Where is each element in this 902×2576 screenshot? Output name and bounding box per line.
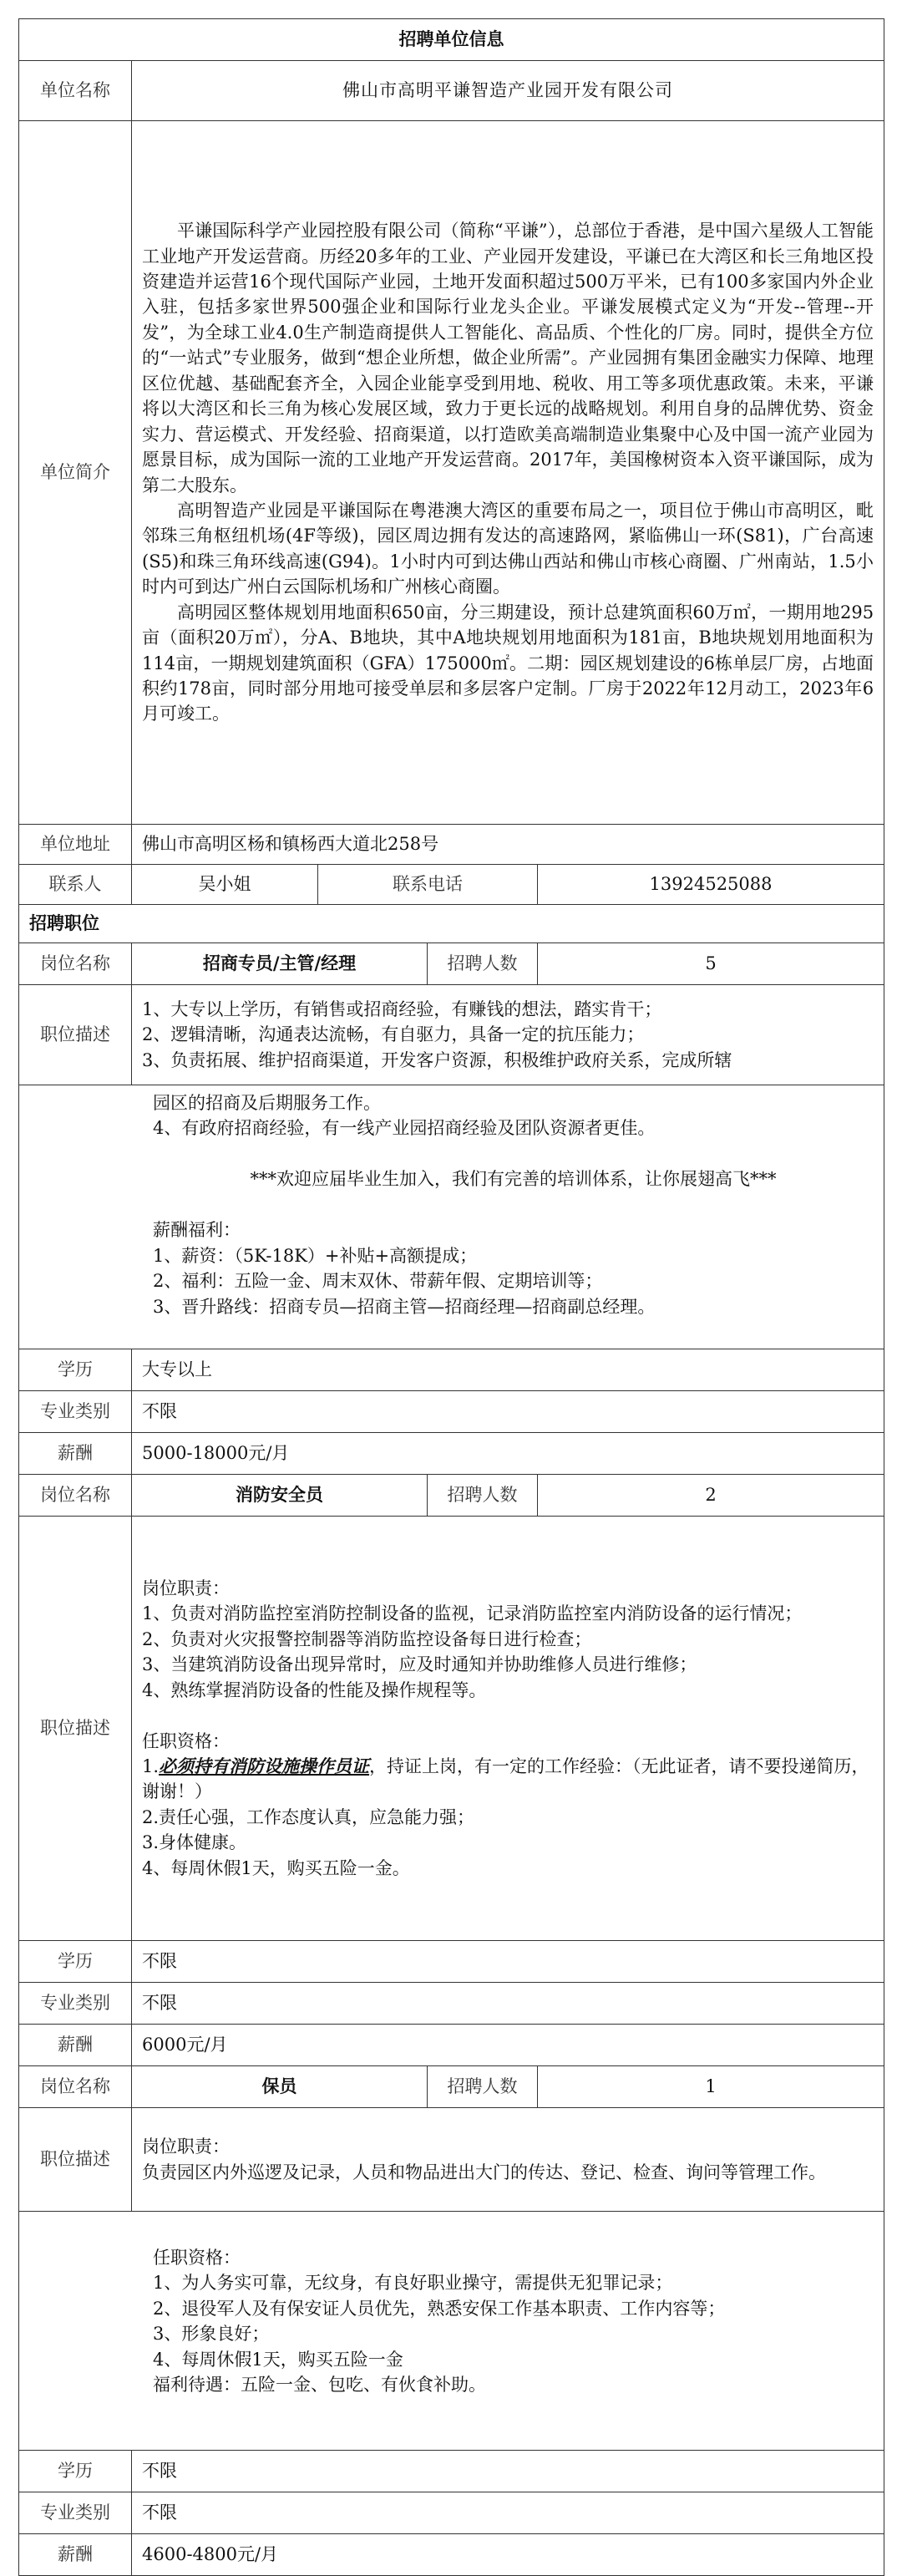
requirement-emphasis: 必须持有消防设施操作员证 bbox=[159, 1755, 370, 1776]
duty-item: 1、负责对消防监控室消防控制设备的监视，记录消防监控室内消防设备的运行情况； bbox=[142, 1603, 803, 1624]
position-label: 岗位名称 bbox=[19, 2066, 132, 2108]
requirement-item: 2.责任心强，工作态度认真，应急能力强； bbox=[142, 1806, 475, 1827]
company-name: 佛山市高明平谦智造产业园开发有限公司 bbox=[132, 61, 884, 121]
description-label: 职位描述 bbox=[19, 985, 132, 1085]
job-education: 大专以上 bbox=[132, 1349, 884, 1391]
job-title: 招商专员/主管/经理 bbox=[132, 943, 428, 985]
benefit-item: 1、薪资：（5K-18K）+补贴+高额提成； bbox=[153, 1245, 478, 1266]
welcome-note: ***欢迎应届毕业生加入，我们有完善的培训体系，让你展翅高飞*** bbox=[250, 1169, 777, 1190]
welfare-item: 福利待遇：五险一金、包吃、有伙食补助。 bbox=[153, 2375, 486, 2396]
job-title: 消防安全员 bbox=[132, 1475, 428, 1517]
job-description-continued bbox=[19, 1085, 884, 1349]
phone-label: 联系电话 bbox=[318, 865, 538, 905]
benefits-title: 薪酬福利： bbox=[153, 1220, 241, 1241]
duty-item: 2、负责对火灾报警控制器等消防监控设备每日进行检查； bbox=[142, 1628, 592, 1649]
company-intro-label: 单位简介 bbox=[19, 121, 132, 825]
education-label: 学历 bbox=[19, 2451, 132, 2492]
job-salary: 5000-18000元/月 bbox=[132, 1433, 884, 1475]
job-headcount: 1 bbox=[538, 2066, 884, 2108]
job-major: 不限 bbox=[132, 1391, 884, 1433]
salary-label: 薪酬 bbox=[19, 2025, 132, 2066]
requirements-title: 任职资格： bbox=[153, 2248, 241, 2268]
intro-paragraph: 高明智造产业园是平谦国际在粤港澳大湾区的重要布局之一，项目位于佛山市高明区，毗邻珠三角枢纽机场(4F等级)，园区周边拥有发达的高速路网，紧临佛山一环(S81)，广台高速(S5)和珠三角环线高速(G94)。1小时内可到达佛山西站和佛山市核心商圈、广州南站，1.5小时内可到达广州白云国际机场和广州核心商圈。 bbox=[142, 500, 874, 597]
recruitment-table bbox=[18, 18, 884, 2576]
job-major: 不限 bbox=[132, 2492, 884, 2534]
duty-item: 3、当建筑消防设备出现异常时，应及时通知并协助维修人员进行维修； bbox=[142, 1654, 697, 1675]
education-label: 学历 bbox=[19, 1941, 132, 1983]
requirement-item: 3、形象良好； bbox=[153, 2324, 270, 2345]
contact-label: 联系人 bbox=[19, 865, 132, 905]
salary-label: 薪酬 bbox=[19, 1433, 132, 1475]
requirement-item: 3.身体健康。 bbox=[142, 1832, 247, 1853]
company-intro bbox=[132, 121, 884, 825]
description-line: 园区的招商及后期服务工作。 bbox=[153, 1093, 381, 1113]
job-description bbox=[132, 2108, 884, 2212]
duties-title: 岗位职责： bbox=[142, 2137, 230, 2157]
company-address: 佛山市高明区杨和镇杨西大道北258号 bbox=[132, 825, 884, 865]
job-salary: 4600-4800元/月 bbox=[132, 2534, 884, 2576]
description-label: 职位描述 bbox=[19, 1517, 132, 1941]
job-education: 不限 bbox=[132, 2451, 884, 2492]
job-salary: 6000元/月 bbox=[132, 2025, 884, 2066]
headcount-label: 招聘人数 bbox=[428, 1475, 538, 1517]
description-line: 4、有政府招商经验，有一线产业园招商经验及团队资源者更佳。 bbox=[153, 1118, 656, 1139]
description-line: 2、逻辑清晰，沟通表达流畅，有自驱力，具备一定的抗压能力； bbox=[142, 1024, 645, 1045]
headcount-label: 招聘人数 bbox=[428, 2066, 538, 2108]
requirement-text: ，持证上岗，有一定的工作经验：（无此证者，请不要投递简历，谢谢！） bbox=[142, 1755, 869, 1802]
requirement-number: 1. bbox=[142, 1755, 160, 1776]
address-label: 单位地址 bbox=[19, 825, 132, 865]
job-headcount: 5 bbox=[538, 943, 884, 985]
salary-label: 薪酬 bbox=[19, 2534, 132, 2576]
benefit-item: 2、福利：五险一金、周末双休、带薪年假、定期培训等； bbox=[153, 1271, 603, 1292]
position-label: 岗位名称 bbox=[19, 943, 132, 985]
major-label: 专业类别 bbox=[19, 1983, 132, 2025]
description-label: 职位描述 bbox=[19, 2108, 132, 2212]
contact-phone: 13924525088 bbox=[538, 865, 884, 905]
section-title: 招聘职位 bbox=[19, 905, 884, 943]
intro-paragraph: 高明园区整体规划用地面积650亩，分三期建设，预计总建筑面积60万㎡，一期用地295亩（面积20万㎡），分A、B地块，其中A地块规划用地面积为181亩，B地块规划用地面积为114亩，一期规划建筑面积（GFA）175000㎡。二期：园区规划建设的6栋单层厂房，占地面积约178亩，同时部分用地可接受单层和多层客户定制。厂房于2022年12月动工，2023年6月可竣工。 bbox=[142, 602, 874, 724]
requirement-item: 2、退役军人及有保安证人员优先，熟悉安保工作基本职责、工作内容等； bbox=[153, 2298, 726, 2319]
duties-title: 岗位职责： bbox=[142, 1578, 230, 1598]
major-label: 专业类别 bbox=[19, 2492, 132, 2534]
requirement-item: 1、为人务实可靠，无纹身，有良好职业操守，需提供无犯罪记录； bbox=[153, 2273, 673, 2294]
table-title: 招聘单位信息 bbox=[19, 19, 884, 61]
major-label: 专业类别 bbox=[19, 1391, 132, 1433]
job-education: 不限 bbox=[132, 1941, 884, 1983]
job-major: 不限 bbox=[132, 1983, 884, 2025]
intro-paragraph: 平谦国际科学产业园控股有限公司（简称“平谦”），总部位于香港，是中国六星级人工智能工业地产开发运营商。历经20多年的工业、产业园开发建设，平谦已在大湾区和长三角地区投资建造并运营16个现代国际产业园，土地开发面积超过500万平米，已有100多家国内外企业入驻，包括多家世界500强企业和国际行业龙头企业。平谦发展模式定义为“开发--管理--开发”，为全球工业4.0生产制造商提供人工智能化、高品质、个性化的厂房。同时，提供全方位的“一站式”专业服务，做到“想企业所想，做企业所需”。产业园拥有集团金融实力保障、地理区位优越、基础配套齐全，入园企业能享受到用地、税收、用工等多项优惠政策。未来，平谦将以大湾区和长三角为核心发展区域，致力于更长远的战略规划。利用自身的品牌优势、资金实力、营运模式、开发经验、招商渠道，以打造欧美高端制造业集聚中心及中国一流产业园为愿景目标，成为国际一流的工业地产开发运营商。2017年，美国橡树资本入资平谦国际，成为第二大股东。 bbox=[142, 221, 874, 495]
position-label: 岗位名称 bbox=[19, 1475, 132, 1517]
duty-item: 4、熟练掌握消防设备的性能及操作规程等。 bbox=[142, 1679, 487, 1700]
duty-text: 负责园区内外巡逻及记录，人员和物品进出大门的传达、登记、检查、询问等管理工作。 bbox=[142, 2162, 826, 2182]
contact-person: 吴小姐 bbox=[132, 865, 318, 905]
job-requirements bbox=[19, 2212, 884, 2451]
requirement-item: 4、每周休假1天，购买五险一金 bbox=[153, 2349, 403, 2370]
description-line: 3、负责拓展、维护招商渠道，开发客户资源，积极维护政府关系，完成所辖 bbox=[142, 1049, 732, 1070]
education-label: 学历 bbox=[19, 1349, 132, 1391]
description-line: 1、大专以上学历，有销售或招商经验，有赚钱的想法，踏实肯干； bbox=[142, 998, 662, 1019]
headcount-label: 招聘人数 bbox=[428, 943, 538, 985]
requirements-title: 任职资格： bbox=[142, 1730, 230, 1751]
job-title: 保员 bbox=[132, 2066, 428, 2108]
job-headcount: 2 bbox=[538, 1475, 884, 1517]
requirement-item bbox=[142, 1754, 874, 1805]
requirement-item: 4、每周休假1天，购买五险一金。 bbox=[142, 1857, 410, 1878]
job-description bbox=[132, 985, 884, 1085]
company-name-label: 单位名称 bbox=[19, 61, 132, 121]
job-description bbox=[132, 1517, 884, 1941]
benefit-item: 3、晋升路线：招商专员—招商主管—招商经理—招商副总经理。 bbox=[153, 1296, 656, 1317]
